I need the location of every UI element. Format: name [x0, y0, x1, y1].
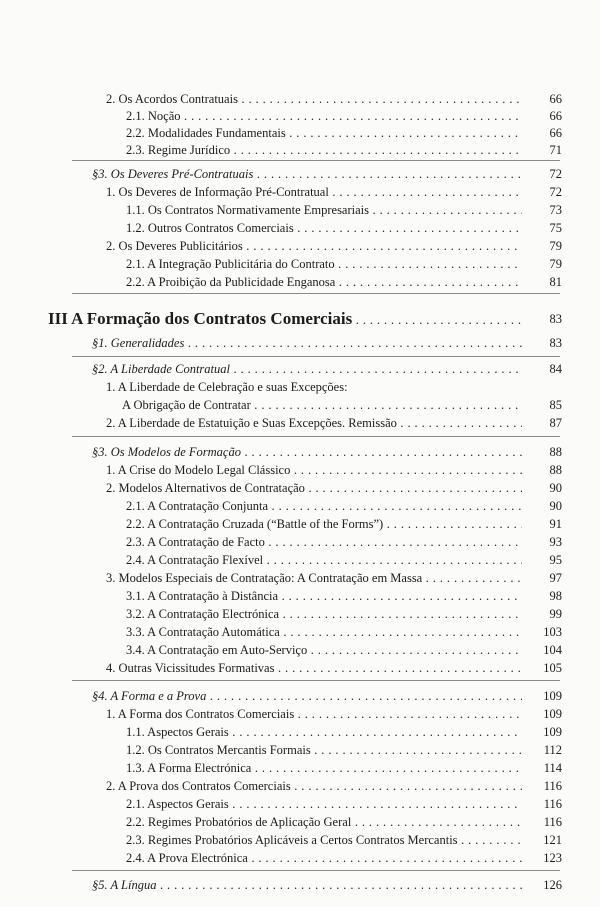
toc-entry-label: 2.1. Noção — [126, 109, 181, 123]
toc-entry-page: 103 — [543, 625, 562, 639]
toc-entry-page: 109 — [543, 725, 562, 739]
toc-entry — [126, 219, 562, 237]
toc-entry-page: 112 — [543, 743, 562, 757]
toc-entry-page: 87 — [549, 416, 562, 430]
toc-entry — [126, 831, 562, 849]
toc-section-label: §2. A Liberdade Contratual — [92, 362, 230, 376]
toc-entry-label: 1.1. Os Contratos Normativamente Empresariais — [126, 203, 369, 217]
toc-entry — [126, 273, 562, 291]
toc-entry-label: 2.1. Aspectos Gerais — [126, 797, 229, 811]
toc-entry-page: 75 — [549, 221, 562, 235]
toc-entry — [106, 414, 562, 432]
toc-entry-label: 2.2. Modalidades Fundamentais — [126, 126, 286, 140]
toc-entry-label: 2. Os Deveres Publicitários — [106, 239, 243, 253]
toc-entry — [126, 587, 562, 605]
toc-entry — [126, 124, 562, 142]
toc-entry-page: 85 — [549, 398, 562, 412]
toc-entry-page: 91 — [549, 517, 562, 531]
toc-section — [92, 334, 562, 352]
toc-entry — [126, 641, 562, 659]
toc-entry-label: 2.4. A Prova Electrónica — [126, 851, 248, 865]
toc-entry-page: 114 — [543, 761, 562, 775]
toc-entry-label: 2.3. Regimes Probatórios Aplicáveis a Certos Contratos Mercantis — [126, 833, 458, 847]
section-divider — [72, 436, 560, 437]
toc-section-label: §3. Os Deveres Pré-Contratuais — [92, 167, 254, 181]
toc-entry-page: 88 — [549, 463, 562, 477]
toc-entry-label: 2.3. A Contratação de Facto — [126, 535, 265, 549]
toc-entry-page: 109 — [543, 707, 562, 721]
toc-entry-label: 3.2. A Contratação Electrónica — [126, 607, 280, 621]
toc-entry — [126, 533, 562, 551]
section-divider — [72, 870, 560, 871]
toc-entry — [106, 569, 562, 587]
toc-entry-page: 98 — [549, 589, 562, 603]
toc-section-label: §5. A Língua — [92, 878, 157, 892]
toc-entry-label: 3. Modelos Especiais de Contratação: A Contratação em Massa — [106, 571, 423, 585]
toc-entry-page: 126 — [543, 878, 562, 892]
toc-entry-page: 90 — [549, 499, 562, 513]
toc-section — [92, 876, 562, 894]
toc-entry-page: 83 — [549, 312, 562, 326]
toc-entry — [126, 795, 562, 813]
toc-entry-label: 2.1. A Contratação Conjunta — [126, 499, 268, 513]
toc-entry-label: 1.1. Aspectos Gerais — [126, 725, 229, 739]
toc-section-label: §4. A Forma e a Prova — [92, 689, 207, 703]
toc-entry-page: 121 — [543, 833, 562, 847]
toc-entry — [126, 255, 562, 273]
toc-entry-label: 3.4. A Contratação em Auto-Serviço — [126, 643, 308, 657]
toc-entry-label: 4. Outras Vicissitudes Formativas — [106, 661, 275, 675]
toc-entry-label: 2. A Liberdade de Estatuição e Suas Excepções. Remissão — [106, 416, 397, 430]
toc-entry — [126, 551, 562, 569]
toc-entry-label: 1.2. Outros Contratos Comerciais — [126, 221, 294, 235]
toc-entry-label: 2. Modelos Alternativos de Contratação — [106, 481, 305, 495]
section-divider — [72, 293, 560, 294]
toc-entry — [126, 515, 562, 533]
toc-entry-page: 97 — [549, 571, 562, 585]
toc-entry-page: 123 — [543, 851, 562, 865]
toc-entry-page: 81 — [549, 275, 562, 289]
toc-entry — [106, 183, 562, 201]
toc-entry-label: 3.3. A Contratação Automática — [126, 625, 280, 639]
toc-entry — [106, 237, 562, 255]
toc-entry — [106, 777, 562, 795]
toc-entry-label: 2. Os Acordos Contratuais — [106, 92, 238, 106]
toc-entry — [126, 201, 562, 219]
toc-entry-page: 116 — [543, 779, 562, 793]
toc-entry-label: 2.2. Regimes Probatórios de Aplicação Geral — [126, 815, 352, 829]
toc-entry-page: 104 — [543, 643, 562, 657]
toc-section — [92, 165, 562, 183]
toc-entry — [106, 378, 562, 396]
toc-entry-page: 73 — [549, 203, 562, 217]
section-divider — [72, 356, 560, 357]
toc-chapter-label: III A Formação dos Contratos Comerciais — [48, 309, 353, 328]
toc-entry — [126, 107, 562, 125]
toc-entry — [126, 741, 562, 759]
toc-entry — [126, 723, 562, 741]
toc-entry-page: 79 — [549, 239, 562, 253]
toc-entry — [122, 396, 562, 414]
toc-entry — [126, 813, 562, 831]
toc-entry — [126, 623, 562, 641]
toc-entry — [126, 849, 562, 867]
toc-entry — [106, 479, 562, 497]
toc-entry-page: 90 — [549, 481, 562, 495]
toc-entry-page: 66 — [549, 126, 562, 140]
toc-entry-label: 2.4. A Contratação Flexível — [126, 553, 264, 567]
toc-entry-page: 88 — [549, 445, 562, 459]
section-divider — [72, 680, 560, 681]
toc-section — [92, 443, 562, 461]
toc-entry-page: 79 — [549, 257, 562, 271]
toc-entry-label: 1.3. A Forma Electrónica — [126, 761, 252, 775]
toc-entry-page: 116 — [543, 815, 562, 829]
toc-entry — [106, 90, 562, 108]
toc-entry-label: 2.2. A Contratação Cruzada (“Battle of the Forms”) — [126, 517, 384, 531]
toc-entry-page: 72 — [549, 167, 562, 181]
toc-entry-label: 1. A Crise do Modelo Legal Clássico — [106, 463, 291, 477]
toc-section — [92, 360, 562, 378]
toc-entry-page: 105 — [543, 661, 562, 675]
toc-entry-page: 109 — [543, 689, 562, 703]
toc-entry-label: 2.3. Regime Jurídico — [126, 143, 231, 157]
toc-entry-label: 1. A Liberdade de Celebração e suas Excepções: — [106, 380, 348, 394]
toc-entry — [106, 659, 562, 677]
toc-entry — [126, 497, 562, 515]
toc-entry-page: 66 — [549, 92, 562, 106]
toc-entry-page: 116 — [543, 797, 562, 811]
toc-entry-label: 1. Os Deveres de Informação Pré-Contratual — [106, 185, 329, 199]
toc-entry-label: 2.2. A Proibição da Publicidade Enganosa — [126, 275, 336, 289]
toc-entry-label: 2. A Prova dos Contratos Comerciais — [106, 779, 291, 793]
toc-section — [92, 687, 562, 705]
toc-entry-page: 71 — [549, 143, 562, 157]
toc-entry-label: 2.1. A Integração Publicitária do Contrato — [126, 257, 335, 271]
toc-chapter — [48, 307, 562, 331]
toc-entry-page: 72 — [549, 185, 562, 199]
toc-entry — [106, 461, 562, 479]
toc-entry-page: 95 — [549, 553, 562, 567]
toc-entry-label: 1.2. Os Contratos Mercantis Formais — [126, 743, 311, 757]
section-divider — [72, 160, 560, 161]
toc-section-label: §1. Generalidades — [92, 336, 185, 350]
toc-entry-page: 66 — [549, 109, 562, 123]
toc-entry — [106, 705, 562, 723]
toc-entry-page: 84 — [549, 362, 562, 376]
toc-entry-label: 1. A Forma dos Contratos Comerciais — [106, 707, 295, 721]
toc-entry-label: 3.1. A Contratação à Distância — [126, 589, 279, 603]
toc-entry-label: A Obrigação de Contratar — [122, 398, 251, 412]
toc-entry-page: 83 — [549, 336, 562, 350]
toc-entry-page: 99 — [549, 607, 562, 621]
toc-entry — [126, 605, 562, 623]
toc-entry — [126, 141, 562, 159]
toc-entry — [126, 759, 562, 777]
toc-entry-page: 93 — [549, 535, 562, 549]
toc-section-label: §3. Os Modelos de Formação — [92, 445, 241, 459]
